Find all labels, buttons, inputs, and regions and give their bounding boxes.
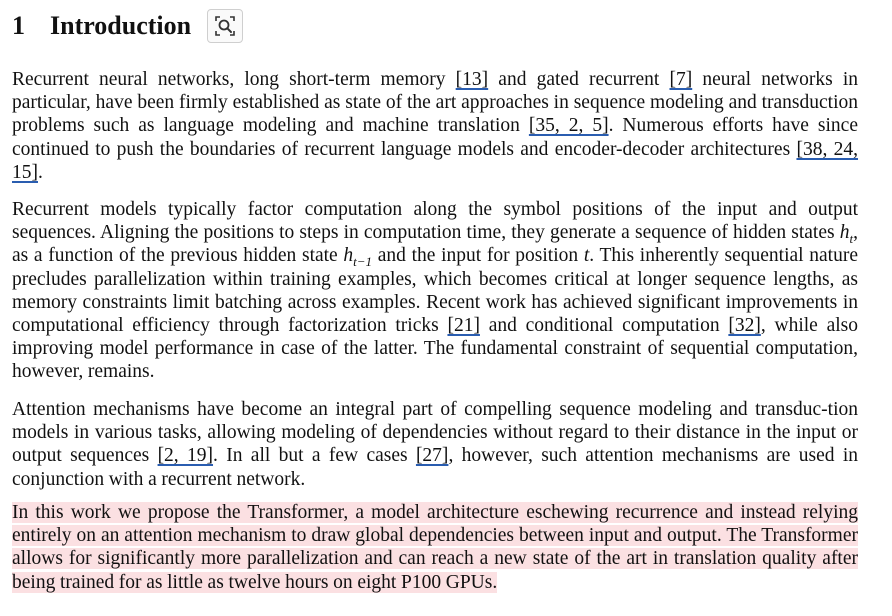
search-icon [214, 15, 236, 37]
math-symbol: h [343, 245, 354, 267]
section-title: Introduction [50, 11, 192, 40]
citation-link[interactable]: [32] [728, 315, 761, 337]
text: and conditional computation [479, 315, 729, 337]
math-t: t [583, 245, 590, 267]
paragraph-4-highlighted [12, 501, 858, 594]
citation-link[interactable]: [38, 24, 15] [12, 138, 859, 183]
citation-link[interactable]: [7] [669, 69, 693, 90]
paragraph-1 [12, 68, 858, 184]
search-button[interactable] [207, 9, 243, 43]
text: Attention mechanisms have become an integral part of compelling sequence modeling and transduc-tion models in various tasks, allowing modeling of dependencies without regard to their distance in the input or output sequences [12, 399, 858, 467]
text: . This inherently sequential nature precludes parallelization within training examples, which becomes critical at longer sequence lengths, as memory constraints limit batching across examples. Recent work has achieved significant improvements in computational efficiency through factorization tricks [12, 245, 859, 337]
math-symbol: h [839, 222, 850, 244]
text: Recurrent models typically factor computation along the symbol positions of the input and output sequences. Aligning the positions to steps in computation time, they generate a sequence of hidden states [12, 199, 858, 244]
text: , while also improving model performance in case of the latter. The fundamental constraint of sequential computation, however, remains. [12, 315, 858, 383]
math-subscript: t−1 [353, 254, 373, 270]
text: . In all but a few cases [213, 445, 416, 467]
citation-link[interactable]: [13] [455, 69, 489, 90]
text: Recurrent neural networks, long short-term memory [12, 69, 456, 90]
citation-link[interactable]: [27] [415, 445, 449, 467]
paragraph-2 [12, 198, 858, 384]
section-number: 1 [12, 11, 25, 40]
math-subscript: t [849, 231, 854, 247]
citation-link[interactable]: [2, 19] [157, 445, 214, 467]
text: , however, such attention mechanisms are used in conjunction with a recurrent network. [12, 445, 858, 490]
text: , as a function of the previous hidden state [12, 222, 858, 267]
citation-link[interactable]: [21] [447, 315, 480, 337]
text: and gated recurrent [488, 69, 670, 90]
highlighted-text: In this work we propose the Transformer, a model architecture eschewing recurrence and instead relying entirely on an attention mechanism to draw global dependencies between input and output. The Transformer allows for significantly more parallelization and can reach a new state of the art in translation quality after being trained for as little as twelve hours on eight P100 GPUs. [12, 502, 858, 593]
section-heading [12, 0, 866, 52]
math-h-t [839, 222, 854, 247]
text: and the input for position [372, 245, 584, 267]
text: . Numerous efforts have since continued to push the boundaries of recurrent language models and encoder-decoder architectures [12, 115, 858, 160]
citation-link[interactable]: [35, 2, 5] [528, 115, 609, 137]
math-h-t-minus-1 [343, 245, 373, 270]
text: neural networks in particular, have been firmly established as state of the art approaches in sequence modeling and transduction problems such as language modeling and machine translation [12, 69, 859, 137]
paragraph-3 [12, 398, 858, 491]
text: . [38, 161, 43, 183]
